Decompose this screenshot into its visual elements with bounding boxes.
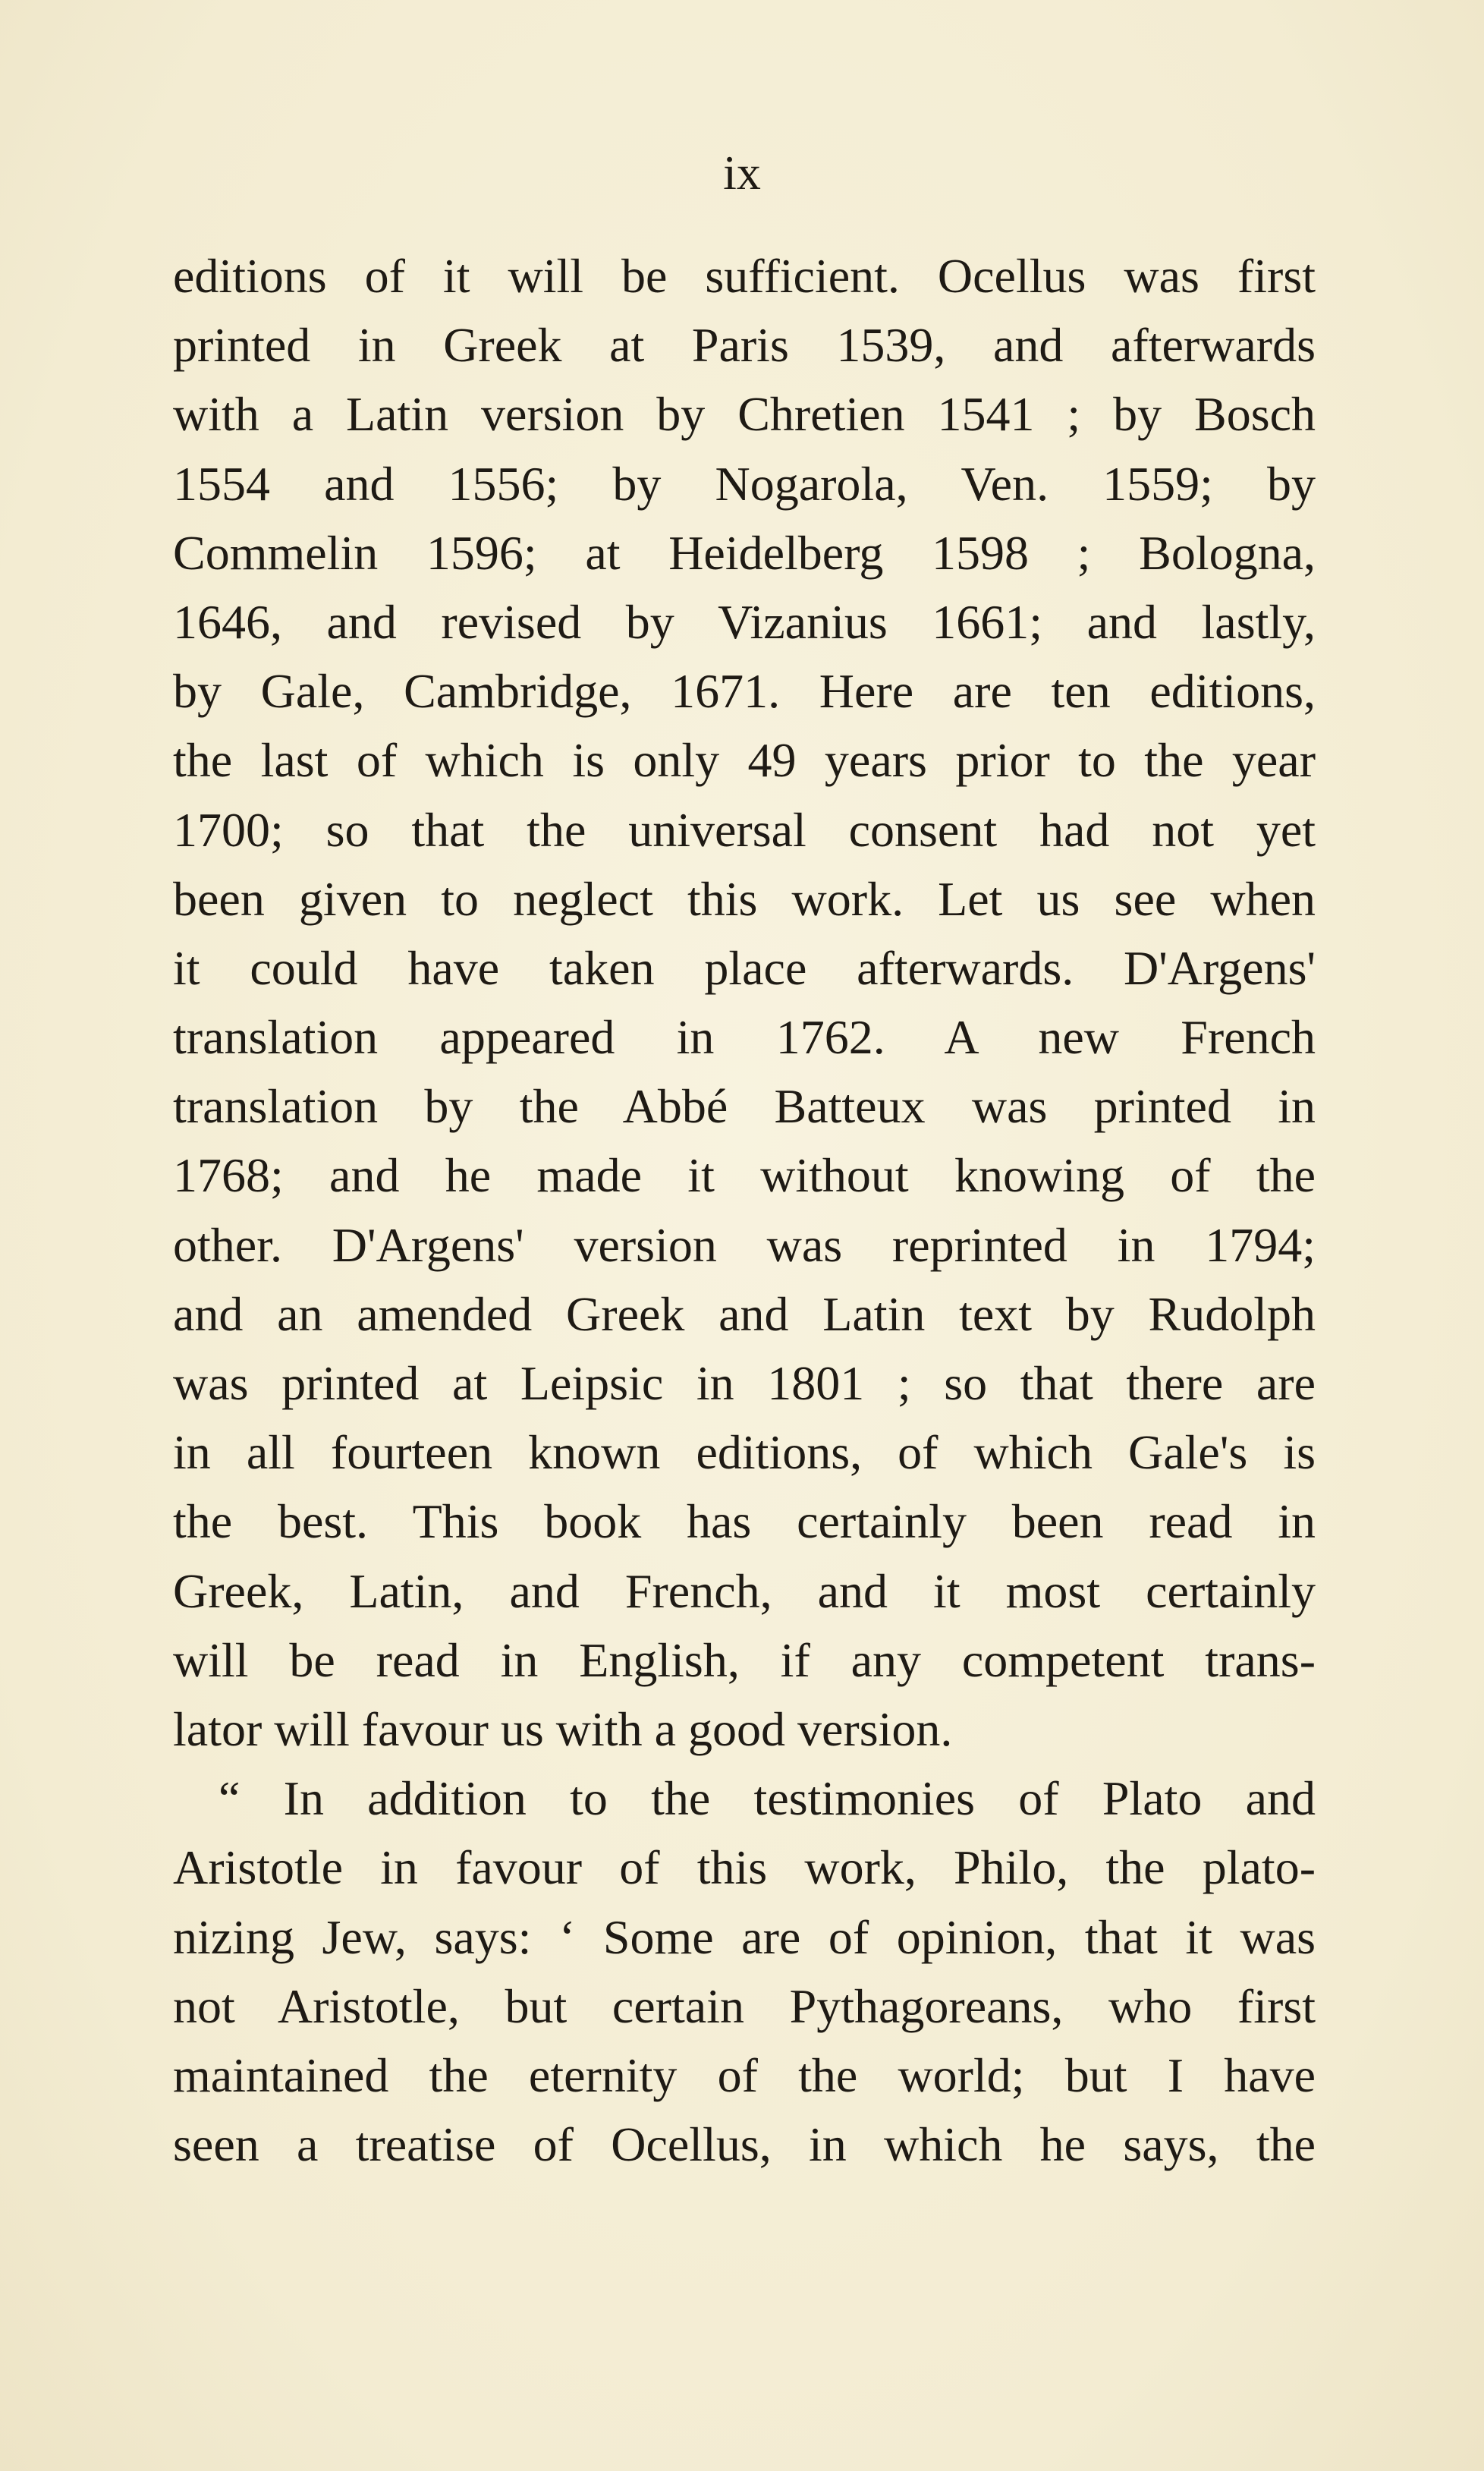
text-line: lator will favour us with a good version. <box>173 1701 953 1756</box>
text-line: the last of which is only 49 years prior to the year <box>173 733 1316 788</box>
text-line: translation appeared in 1762. A new French <box>173 1010 1316 1065</box>
text-line: and an amended Greek and Latin text by Rudolph <box>173 1286 1316 1341</box>
text-line: maintained the eternity of the world; but I have <box>173 2048 1316 2102</box>
text-line: 1768; and he made it without knowing of the <box>173 1148 1316 1203</box>
text-line: with a Latin version by Chretien 1541 ; by Bosch <box>173 387 1316 442</box>
text-line: translation by the Abbé Batteux was printed in <box>173 1079 1316 1134</box>
text-line: the best. This book has certainly been read in <box>173 1494 1316 1549</box>
text-line: nizing Jew, says: ‘ Some are of opinion, that it was <box>173 1909 1316 1964</box>
text-line: was printed at Leipsic in 1801 ; so that there are <box>173 1356 1316 1410</box>
text-line: Commelin 1596; at Heidelberg 1598 ; Bologna, <box>173 525 1316 580</box>
text-line: seen a treatise of Ocellus, in which he says, the <box>173 2117 1316 2172</box>
text-line: other. D'Argens' version was reprinted in 1794; <box>173 1217 1316 1272</box>
text-line: editions of it will be sufficient. Ocellus was first <box>173 249 1316 303</box>
text-line: Aristotle in favour of this work, Philo, the plato- <box>173 1840 1316 1895</box>
text-line: Greek, Latin, and French, and it most certainly <box>173 1563 1316 1618</box>
page-number: ix <box>723 146 761 200</box>
body-text <box>173 241 1316 2179</box>
text-line: “ In addition to the testimonies of Plato and <box>219 1771 1316 1826</box>
text-line: by Gale, Cambridge, 1671. Here are ten editions, <box>173 664 1316 719</box>
text-line: will be read in English, if any competent trans- <box>173 1632 1316 1687</box>
text-line: 1554 and 1556; by Nogarola, Ven. 1559; by <box>173 456 1316 511</box>
text-line: not Aristotle, but certain Pythagoreans, who first <box>173 1978 1316 2033</box>
text-line: 1646, and revised by Vizanius 1661; and lastly, <box>173 594 1316 649</box>
text-line: printed in Greek at Paris 1539, and afterwards <box>173 318 1316 373</box>
text-line: it could have taken place afterwards. D'Argens' <box>173 940 1316 995</box>
text-line: 1700; so that the universal consent had not yet <box>173 802 1316 857</box>
text-line: in all fourteen known editions, of which Gale's is <box>173 1425 1316 1480</box>
text-line: been given to neglect this work. Let us see when <box>173 871 1316 926</box>
